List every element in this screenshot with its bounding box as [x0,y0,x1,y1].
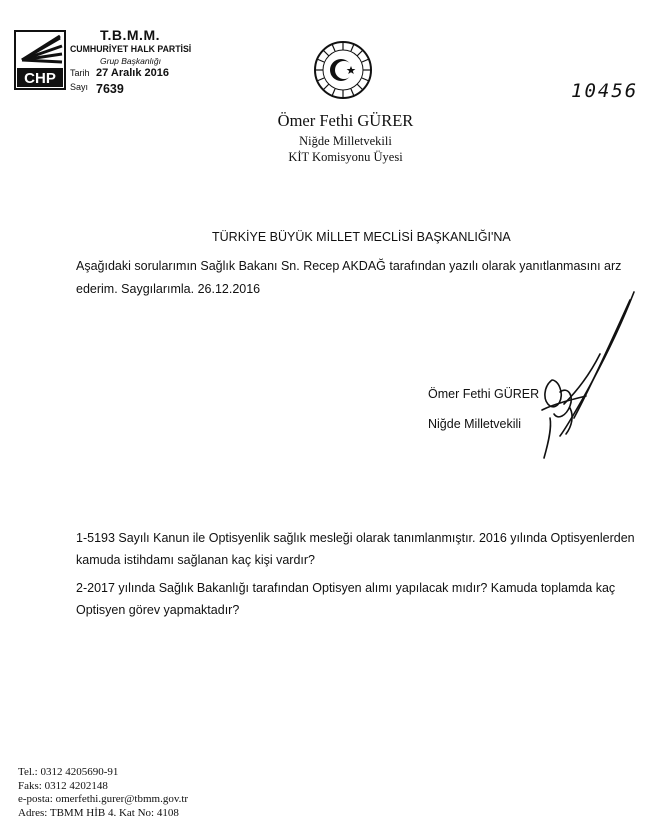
signature-image [530,288,640,468]
stamp-number-label: Sayı [70,82,89,92]
signature-city: Niğde Milletvekili [428,417,522,431]
chp-logo-text: CHP [24,70,56,87]
question-1: 1-5193 Sayılı Kanun ile Optisyenlik sağlık mesleği olarak tanımlanmıştır. 2016 yılında Optisyenlerden kamuda istihdamı sağlanan kaç kişi vardır? [76,531,635,567]
footer-address: Adres: TBMM HİB 4. Kat No: 4108 [18,806,179,819]
stamp-date-label: Tarih [70,68,90,78]
tbmm-emblem-icon [313,40,373,100]
mp-name: Ömer Fethi GÜRER [277,111,414,130]
footer-tel: Tel.: 0312 4205690-91 [18,766,119,778]
body-paragraph: Aşağıdaki sorularımın Sağlık Bakanı Sn. Recep AKDAĞ tarafından yazılı olarak yanıtlanmasını arz ederim. Saygılarımla. 26.12.2016 [76,259,622,296]
mp-city: Niğde Milletvekili [299,134,392,148]
mp-committee: KİT Komisyonu Üyesi [288,150,403,164]
signature-name: Ömer Fethi GÜRER [428,387,540,401]
document-number: 10456 [571,80,639,102]
stamp-group: Grup Başkanlığı [100,56,161,66]
question-2: 2-2017 yılında Sağlık Bakanlığı tarafından Optisyen alımı yapılacak mıdır? Kamuda toplamda kaç Optisyen görev yapmaktadır? [76,581,616,617]
stamp-title: T.B.M.M. [100,27,160,43]
chp-logo-icon [14,30,66,90]
contact-footer [18,766,188,820]
stamp-date-value: 27 Aralık 2016 [96,67,169,79]
footer-email: e-posta: omerfethi.gurer@tbmm.gov.tr [18,793,189,805]
addressee: TÜRKİYE BÜYÜK MİLLET MECLİSİ BAŞKANLIĞI'NA [212,230,511,244]
stamp-party: CUMHURİYET HALK PARTİSİ [70,44,192,55]
footer-fax: Faks: 0312 4202148 [18,779,108,792]
stamp-number-value: 7639 [96,82,124,96]
